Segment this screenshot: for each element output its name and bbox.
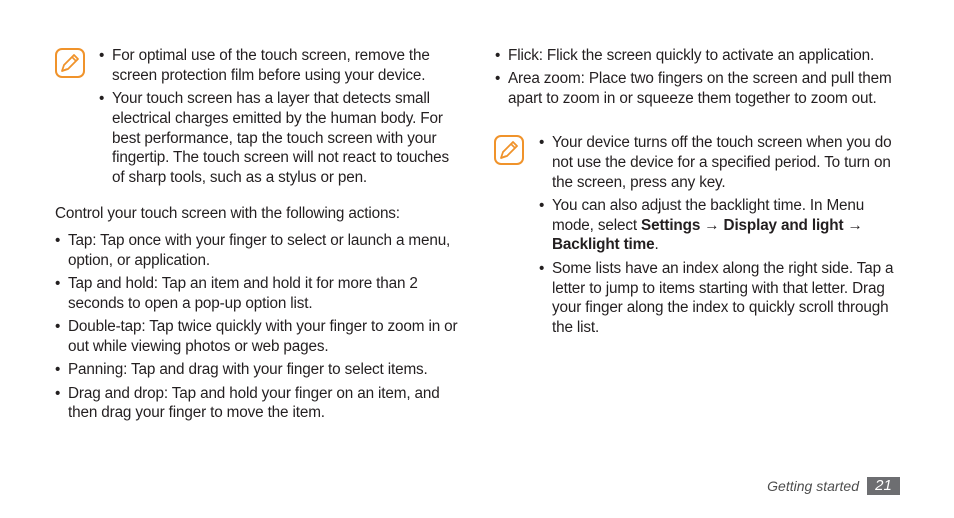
note-item: • Your device turns off the touch screen when you do not use the device for a specified period. To turn on the screen, press any key.	[552, 133, 897, 192]
note-item: • Some lists have an index along the right side. Tap a letter to jump to items starting with that letter. Drag your finger along the index to quickly scroll through the list.	[552, 259, 897, 338]
list-item: • Double-tap: Tap twice quickly with your finger to zoom in or out while viewing photos or web pages.	[68, 317, 460, 357]
menu-path-settings: Settings	[641, 216, 701, 234]
list-item: • Tap and hold: Tap an item and hold it for more than 2 seconds to open a pop-up option list.	[68, 274, 460, 314]
list-item: • Tap: Tap once with your finger to select or launch a menu, option, or application.	[68, 231, 460, 271]
note-list	[552, 133, 897, 341]
note-item: • Your touch screen has a layer that detects small electrical charges emitted by the human body. For best performance, tap the touch screen with your fingertip. The touch screen will not react to touches of sharp tools, such as a stylus or pen.	[112, 89, 457, 188]
menu-path-display: Display and light	[723, 216, 844, 234]
menu-path-backlight: Backlight time	[552, 236, 655, 254]
note-text-end: .	[654, 236, 659, 254]
list-item: • Drag and drop: Tap and hold your finger on an item, and then drag your finger to move the item.	[68, 384, 460, 424]
note-item: • For optimal use of the touch screen, remove the screen protection film before using your device.	[112, 46, 457, 86]
note-text: You can also adjust the backlight time. In Menu mode, select	[552, 196, 865, 234]
note-list	[112, 46, 457, 192]
list-item: • Panning: Tap and drag with your finger to select items.	[68, 360, 460, 380]
intro-text: Control your touch screen with the following actions:	[55, 205, 400, 222]
list-item: • Flick: Flick the screen quickly to activate an application.	[508, 46, 893, 66]
page-footer	[767, 477, 900, 495]
page-number-badge: 21	[867, 477, 900, 495]
action-list-continued	[508, 46, 893, 112]
list-item: • Area zoom: Place two fingers on the screen and pull them apart to zoom in or squeeze them together to zoom out.	[508, 69, 893, 109]
note-pencil-icon	[494, 135, 524, 165]
note-pencil-icon	[55, 48, 85, 78]
section-title: Getting started	[767, 478, 859, 494]
action-list	[68, 231, 460, 427]
arrow-separator: →	[843, 216, 863, 234]
arrow-separator: →	[700, 216, 724, 234]
note-item	[552, 196, 897, 255]
